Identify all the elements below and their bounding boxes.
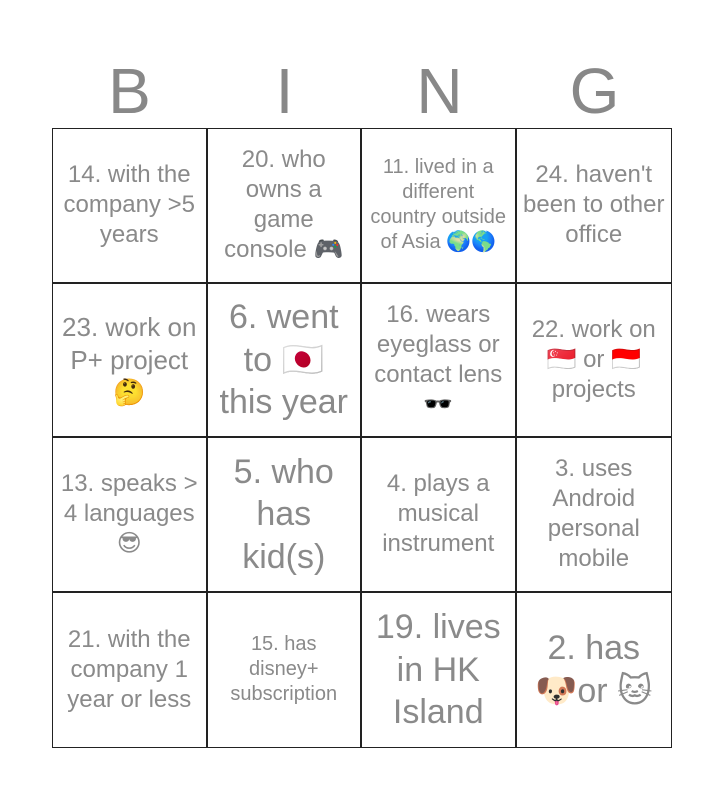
bingo-cell-text: 14. with the company >5 years [63, 161, 195, 249]
bingo-cell[interactable] [517, 129, 672, 284]
bingo-cell[interactable] [208, 438, 363, 593]
bingo-cell-text: 2. has 🐶or 🐱 [535, 629, 653, 710]
bingo-cell[interactable] [208, 284, 363, 439]
bingo-cell-text: 5. who has kid(s) [233, 452, 334, 576]
bingo-cell[interactable] [362, 593, 517, 748]
header-letter-b: B [108, 55, 151, 127]
bingo-cell-text: 15. has disney+ subscription [230, 633, 338, 706]
bingo-cell[interactable] [517, 284, 672, 439]
bingo-cell[interactable] [208, 129, 363, 284]
bingo-cell[interactable] [53, 593, 208, 748]
bingo-cell-text: 21. with the company 1 year or less [67, 625, 192, 713]
header-letter-i: I [275, 55, 294, 127]
bingo-cell[interactable] [362, 438, 517, 593]
bingo-cell-text: 19. lives in HK Island [375, 608, 501, 731]
bingo-cell-text: 20. who owns a game console 🎮 [224, 146, 344, 264]
bingo-cell[interactable] [362, 129, 517, 284]
bingo-cell-text: 6. went to 🇯🇵 this year [219, 298, 348, 421]
bingo-cell[interactable] [362, 284, 517, 439]
bingo-cell-text: 24. haven't been to other office [523, 161, 665, 249]
header-letter-n: N [416, 55, 463, 127]
bingo-cell[interactable] [53, 284, 208, 439]
bingo-cell-text: 3. uses Android personal mobile [547, 455, 640, 573]
bingo-cell-text: 23. work on P+ project 🤔 [62, 312, 197, 407]
header-letter-g: G [569, 55, 620, 127]
bingo-header [52, 55, 672, 127]
bingo-cell-text: 13. speaks > 4 languages 😎 [60, 470, 198, 558]
bingo-cell-text: 11. lived in a different country outside of Asia 🌍🌎 [370, 156, 507, 254]
bingo-grid [52, 128, 672, 748]
bingo-cell-text: 16. wears eyeglass or contact lens 🕶️ [374, 300, 503, 418]
bingo-cell[interactable] [53, 129, 208, 284]
bingo-cell[interactable] [517, 593, 672, 748]
bingo-cell[interactable] [53, 438, 208, 593]
bingo-cell[interactable] [208, 593, 363, 748]
bingo-cell-text: 4. plays a musical instrument [382, 470, 495, 558]
bingo-cell-text: 22. work on 🇸🇬 or 🇮🇩 projects [531, 315, 656, 403]
bingo-cell[interactable] [517, 438, 672, 593]
